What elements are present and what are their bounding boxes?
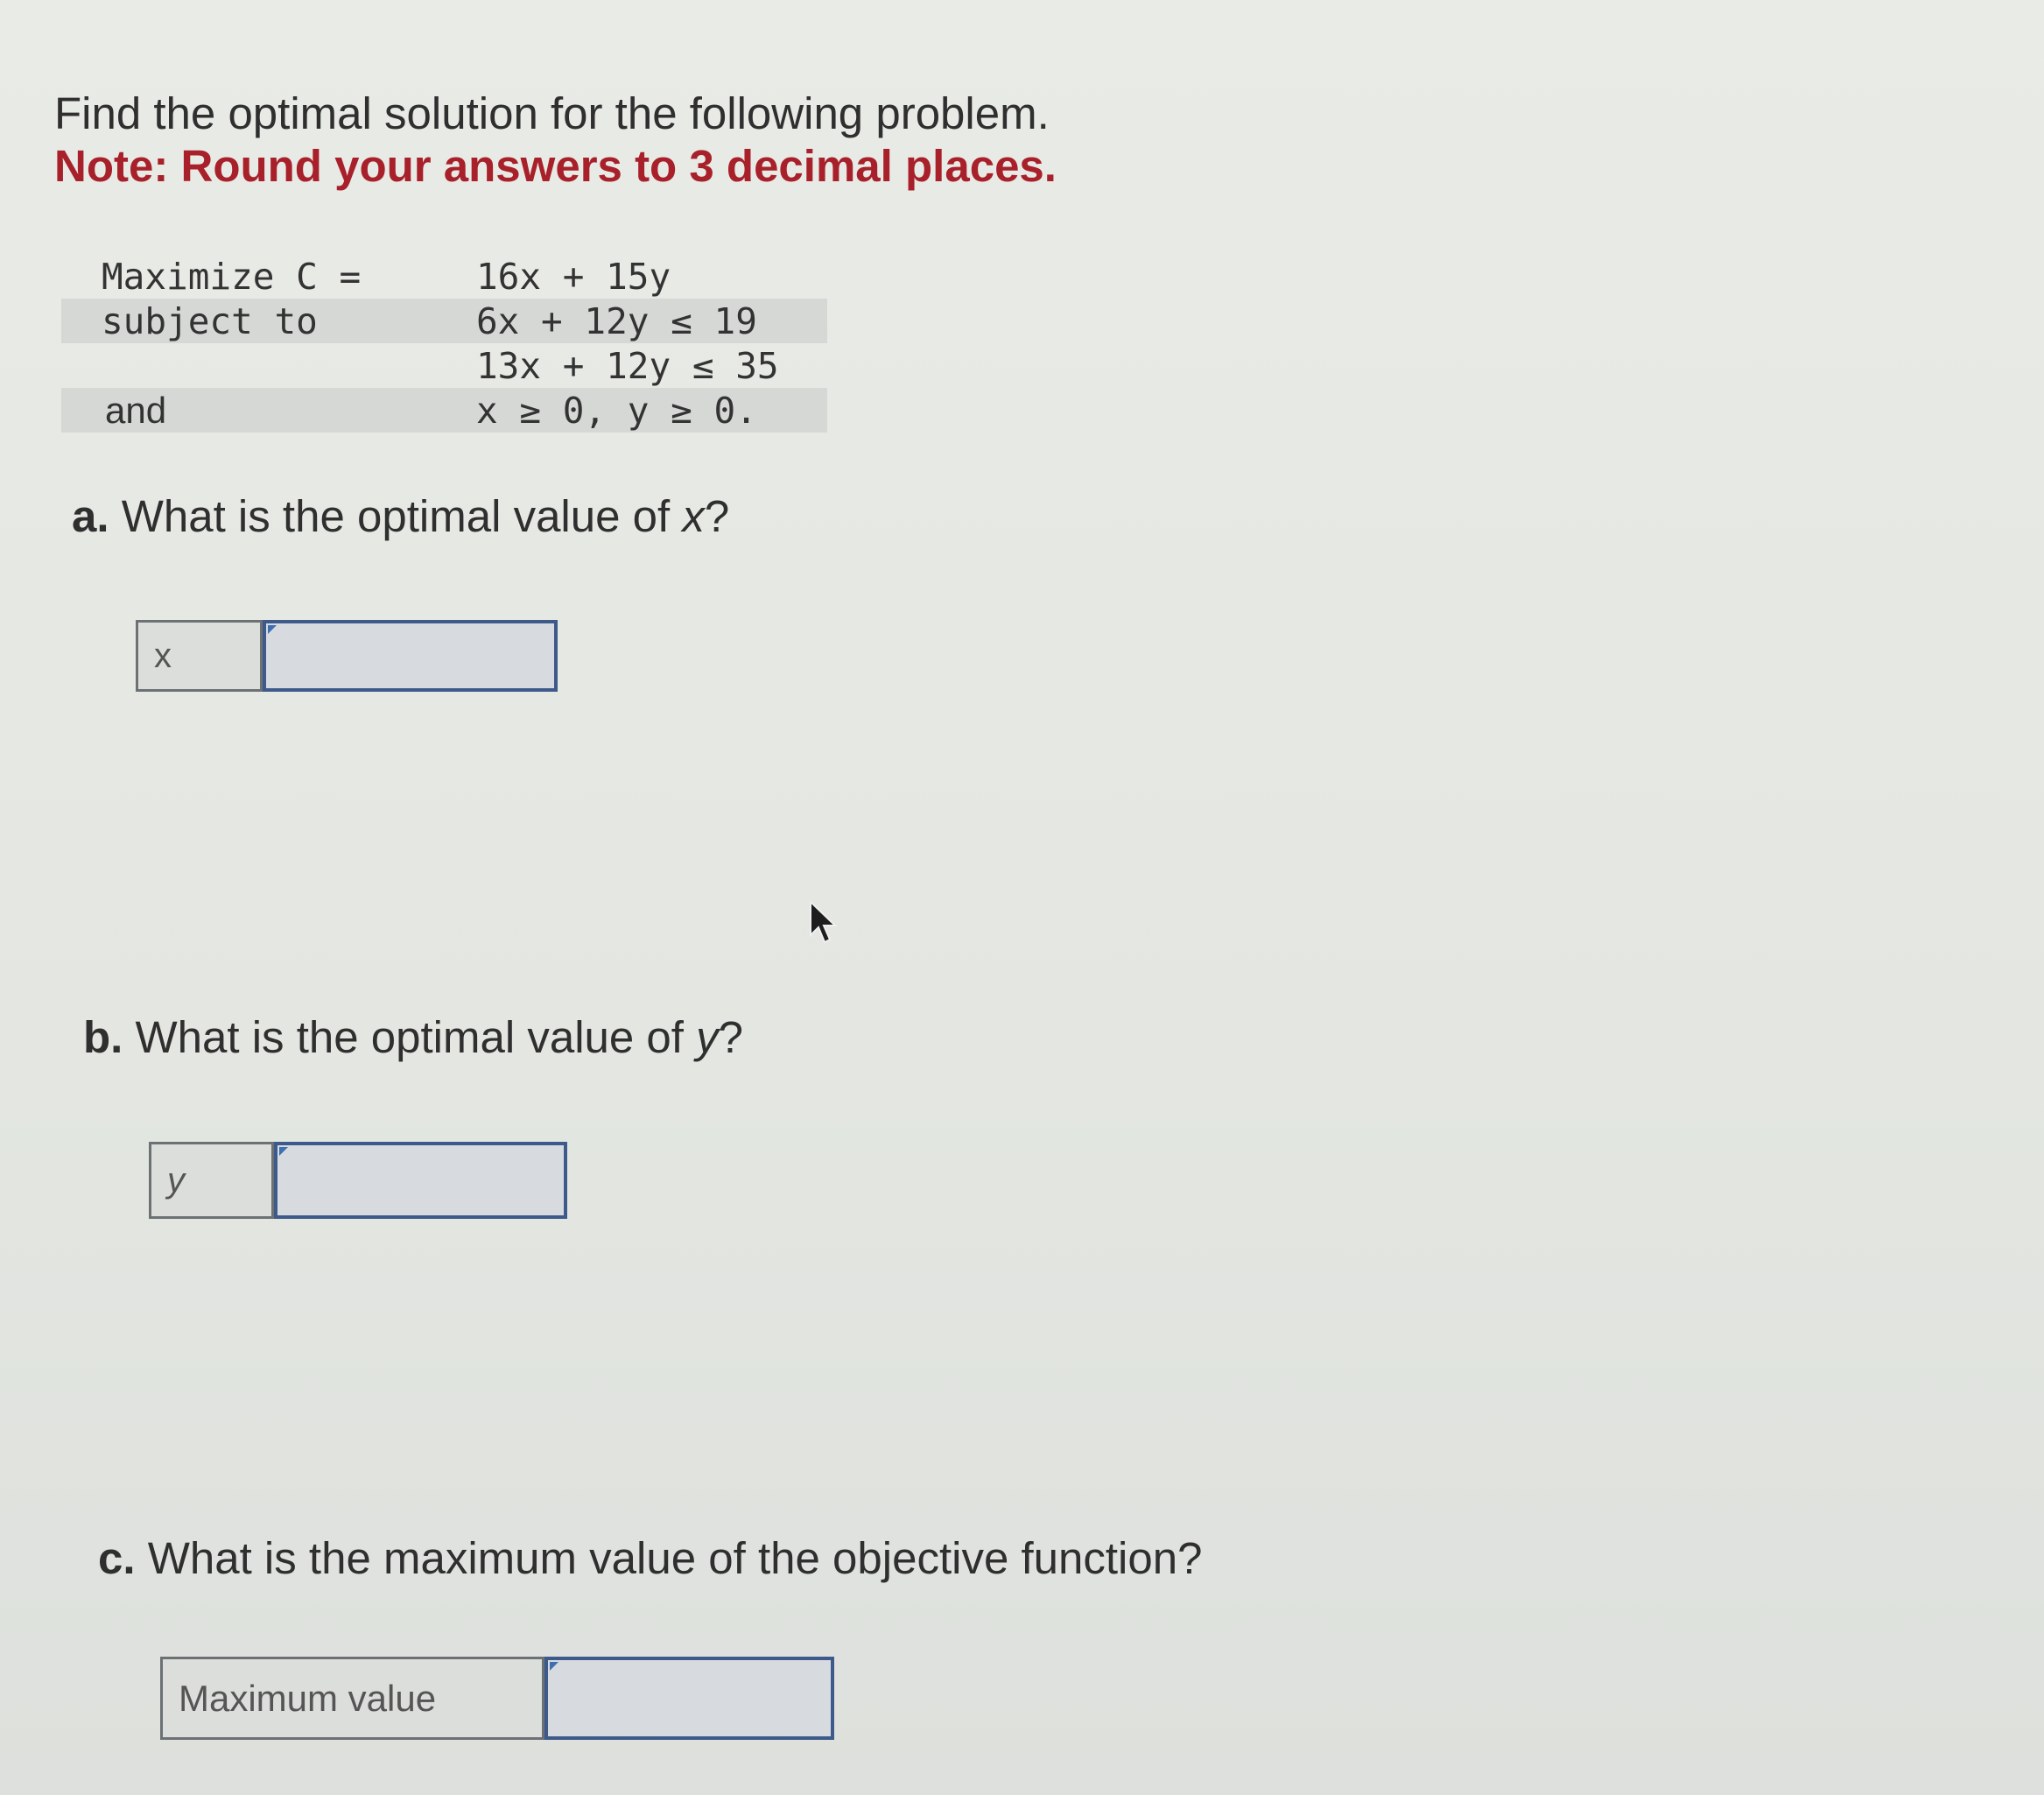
answer-max-input[interactable] xyxy=(544,1657,834,1740)
constraint-row xyxy=(61,343,827,388)
question-b-letter: b. xyxy=(83,1012,123,1062)
objective-row xyxy=(61,254,827,299)
answer-max-label: Maximum value xyxy=(163,1659,544,1737)
question-a-variable: x xyxy=(682,491,705,541)
question-a-letter: a. xyxy=(72,491,109,541)
answer-max-field xyxy=(160,1657,834,1740)
answer-x-input[interactable] xyxy=(263,620,558,692)
nonnegativity-label: and xyxy=(105,389,167,431)
constraint-label: subject to xyxy=(102,299,318,342)
nonnegativity-expression: x ≥ 0, y ≥ 0. xyxy=(476,389,757,432)
flag-icon xyxy=(550,1662,558,1671)
answer-y-input[interactable] xyxy=(274,1142,567,1219)
question-a xyxy=(72,490,729,542)
mouse-pointer-icon xyxy=(809,900,839,947)
question-a-text: What is the optimal value of xyxy=(121,491,683,541)
constraint-expression: 13x + 12y ≤ 35 xyxy=(476,344,779,387)
answer-y-field xyxy=(149,1142,567,1219)
lp-problem-statement xyxy=(61,254,827,433)
question-c xyxy=(98,1532,1202,1584)
constraint-row xyxy=(61,299,827,343)
question-b-text: What is the optimal value of xyxy=(135,1012,697,1062)
question-b-mark: ? xyxy=(718,1012,744,1062)
flag-icon xyxy=(279,1147,288,1156)
objective-label: Maximize C = xyxy=(102,255,362,298)
answer-x-label: x xyxy=(138,623,263,689)
question-a-mark: ? xyxy=(704,491,730,541)
nonnegativity-row xyxy=(61,388,827,433)
constraint-expression: 6x + 12y ≤ 19 xyxy=(476,299,757,342)
rounding-note: Note: Round your answers to 3 decimal places. xyxy=(54,141,1057,191)
question-c-letter: c. xyxy=(98,1533,136,1583)
flag-icon xyxy=(268,625,277,634)
answer-y-label: y xyxy=(151,1144,274,1216)
problem-title: Find the optimal solution for the following problem. xyxy=(54,88,1050,138)
answer-x-field xyxy=(136,620,558,692)
question-b xyxy=(83,1011,743,1063)
question-c-text: What is the maximum value of the objective function? xyxy=(147,1533,1203,1583)
objective-expression: 16x + 15y xyxy=(476,255,671,298)
question-b-variable: y xyxy=(696,1012,719,1062)
